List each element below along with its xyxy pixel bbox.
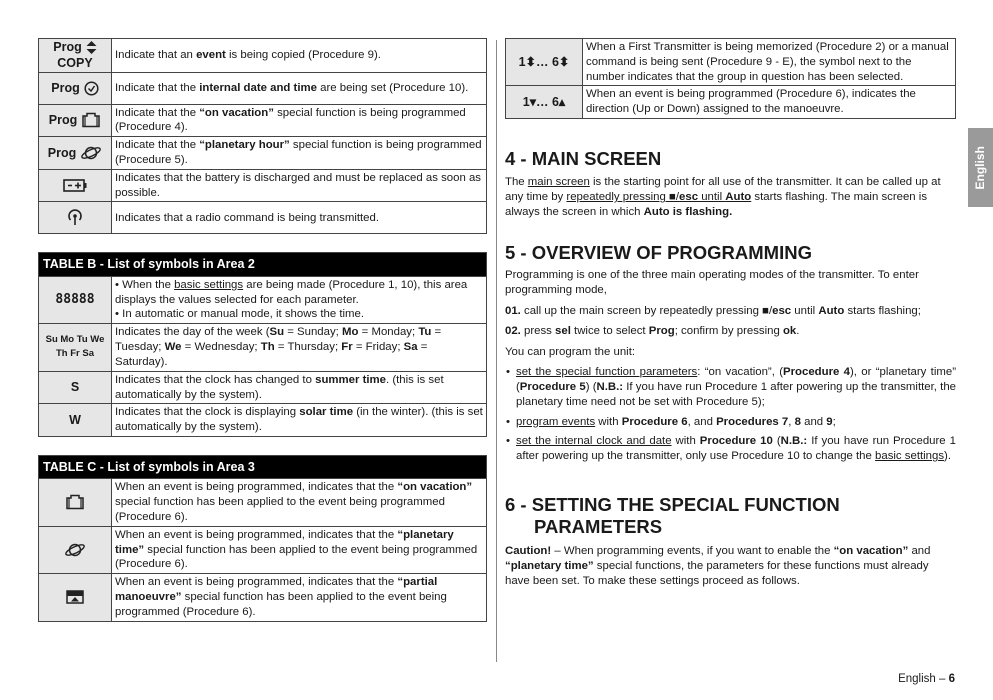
description: Indicates that the clock has changed to summer time. (this is set automatically by the system). [112, 371, 487, 404]
table-d [505, 38, 956, 119]
section-6-title [505, 494, 956, 538]
partial-manoeuvre-icon [66, 590, 84, 604]
list-item: • program events with Procedure 6, and Procedures 7, 8 and 9; [505, 415, 956, 430]
suitcase-icon [65, 494, 85, 510]
section-4-title: 4 - MAIN SCREEN [505, 148, 662, 170]
table-title: TABLE B - List of symbols in Area 2 [39, 253, 487, 276]
symbol-cell [39, 39, 112, 73]
description: When an event is being programmed (Procedure 6), indicates the direction (Up or Down) assigned to the manoeuvre. [583, 86, 956, 119]
segment-digits: 88888 [55, 292, 95, 308]
symbol-cell [506, 86, 583, 119]
description: Indicates that the battery is discharged and must be replaced as soon as possible. [112, 169, 487, 202]
summer-symbol: S [70, 380, 80, 395]
section-6-title-line2: PARAMETERS [534, 516, 663, 538]
antenna-icon [67, 209, 83, 226]
symbol-text: Prog [47, 145, 77, 160]
symbol-cell [39, 137, 112, 170]
symbol-cell [39, 404, 112, 437]
battery-icon [63, 179, 87, 192]
symbol-cell [39, 526, 112, 573]
program-options-list [505, 365, 956, 464]
symbol-cell [39, 574, 112, 621]
group-selection-symbol: 1⬍… 6⬍ [518, 55, 570, 70]
section-6-body: Caution! – When programming events, if you want to enable the “on vacation” and “planetary time” special functions, the parameters for these functions must already have been set. To make these settings proceed as follows. [505, 545, 931, 588]
table-row [39, 526, 487, 573]
description: • When the basic settings are being made (Procedure 1, 10), this area displays the values selected for each parameter. • In automatic or manual mode, it shows the time. [112, 276, 487, 323]
table-row [39, 169, 487, 202]
column-divider [496, 40, 497, 662]
symbol-text2: COPY [57, 56, 93, 71]
section-5-intro: Programming is one of the three main operating modes of the transmitter. To enter programming mode, [505, 269, 919, 296]
description: When an event is being programmed, indicates that the “partial manoeuvre” special function has been applied to the event being programmed (Procedure 6). [112, 574, 487, 621]
language-tab-label: English [972, 145, 987, 190]
weekday-symbols: Su Mo Tu We Th Fr Sa [45, 334, 105, 360]
symbol-cell [39, 371, 112, 404]
table-row [39, 371, 487, 404]
winter-symbol: W [69, 413, 81, 428]
clock-icon [84, 81, 99, 96]
description: Indicate that the “planetary hour” special function is being programmed (Procedure 5). [112, 137, 487, 170]
table-row [39, 202, 487, 234]
up-down-arrows-icon [86, 41, 97, 54]
symbol-text: Prog [53, 40, 82, 54]
symbol-cell [39, 72, 112, 104]
description: When an event is being programmed, indicates that the “on vacation” special function has been applied to the event being programmed (Procedure 6). [112, 479, 487, 526]
description: Indicates that a radio command is being transmitted. [112, 202, 487, 234]
planet-icon [80, 145, 102, 161]
table-title: TABLE C - List of symbols in Area 3 [39, 456, 487, 479]
footer-language: English – [898, 673, 949, 685]
list-item: • set the special function parameters: “on vacation”, (Procedure 4), or “planetary time” (Procedure 5) (N.B.: If you have run Procedure 1 after powering up the transmitter, the planetary time need not be set with Procedure 5); [505, 365, 956, 409]
symbol-cell [506, 39, 583, 86]
language-tab [968, 128, 993, 207]
symbol-text: Prog [51, 80, 80, 95]
table-row [39, 72, 487, 104]
left-column [38, 38, 487, 622]
page-number: 6 [948, 673, 955, 685]
table-row [39, 39, 487, 73]
table-row [506, 39, 956, 86]
suitcase-icon [81, 112, 101, 128]
description: Indicates the day of the week (Su = Sunday; Mo = Monday; Tu = Tuesday; We = Wednesday; Th = Thursday; Fr = Friday; Sa = Saturday). [112, 324, 487, 371]
symbol-cell [39, 169, 112, 202]
symbol-cell [39, 104, 112, 137]
table-row [506, 86, 956, 119]
section-4-body: The main screen is the starting point for all use of the transmitter. It can be called up at any time by repeatedly pressing ■/esc until Auto starts flashing. The main screen is always the screen in which Auto is flashing. [505, 176, 941, 218]
symbol-cell [39, 276, 112, 323]
table-row [39, 574, 487, 621]
table-a [38, 38, 487, 234]
description: When an event is being programmed, indicates that the “planetary time” special function has been applied to the event being programmed (Procedure 6). [112, 526, 487, 573]
description: Indicate that the internal date and time are being set (Procedure 10). [112, 72, 487, 104]
step-01: 01. call up the main screen by repeatedly pressing ■/esc until Auto starts flashing; [505, 304, 921, 317]
description: Indicates that the clock is displaying solar time (in the winter). (this is set automatically by the system). [112, 404, 487, 437]
description: When a First Transmitter is being memorized (Procedure 2) or a manual command is being sent (Procedure 9 - E), the symbol next to the number indicates that the group in question has been selected. [583, 39, 956, 86]
table-c [38, 455, 487, 622]
section-6-title-line1: 6 - SETTING THE SPECIAL FUNCTION [505, 494, 840, 516]
right-column [505, 38, 956, 589]
table-row [39, 104, 487, 137]
symbol-cell [39, 202, 112, 234]
list-item: • set the internal clock and date with Procedure 10 (N.B.: If you have run Procedure 1 after powering up the transmitter, only use Procedure 10 to change the basic settings). [505, 434, 956, 464]
symbol-text: Prog [48, 113, 78, 128]
step-02: 02. press sel twice to select Prog; confirm by pressing ok. [505, 325, 800, 338]
table-row [39, 137, 487, 170]
page-footer [898, 672, 955, 687]
you-can-text: You can program the unit: [505, 346, 636, 359]
table-b [38, 252, 487, 437]
table-row [39, 404, 487, 437]
symbol-cell [39, 479, 112, 526]
description: Indicate that the “on vacation” special function is being programmed (Procedure 4). [112, 104, 487, 137]
table-row [39, 324, 487, 371]
direction-symbol: 1▾… 6▴ [522, 95, 566, 110]
description: Indicate that an event is being copied (Procedure 9). [112, 39, 487, 73]
section-5-title: 5 - OVERVIEW OF PROGRAMMING [505, 241, 812, 263]
planet-icon [64, 542, 86, 558]
table-row [39, 479, 487, 526]
symbol-cell [39, 324, 112, 371]
table-row [39, 276, 487, 323]
